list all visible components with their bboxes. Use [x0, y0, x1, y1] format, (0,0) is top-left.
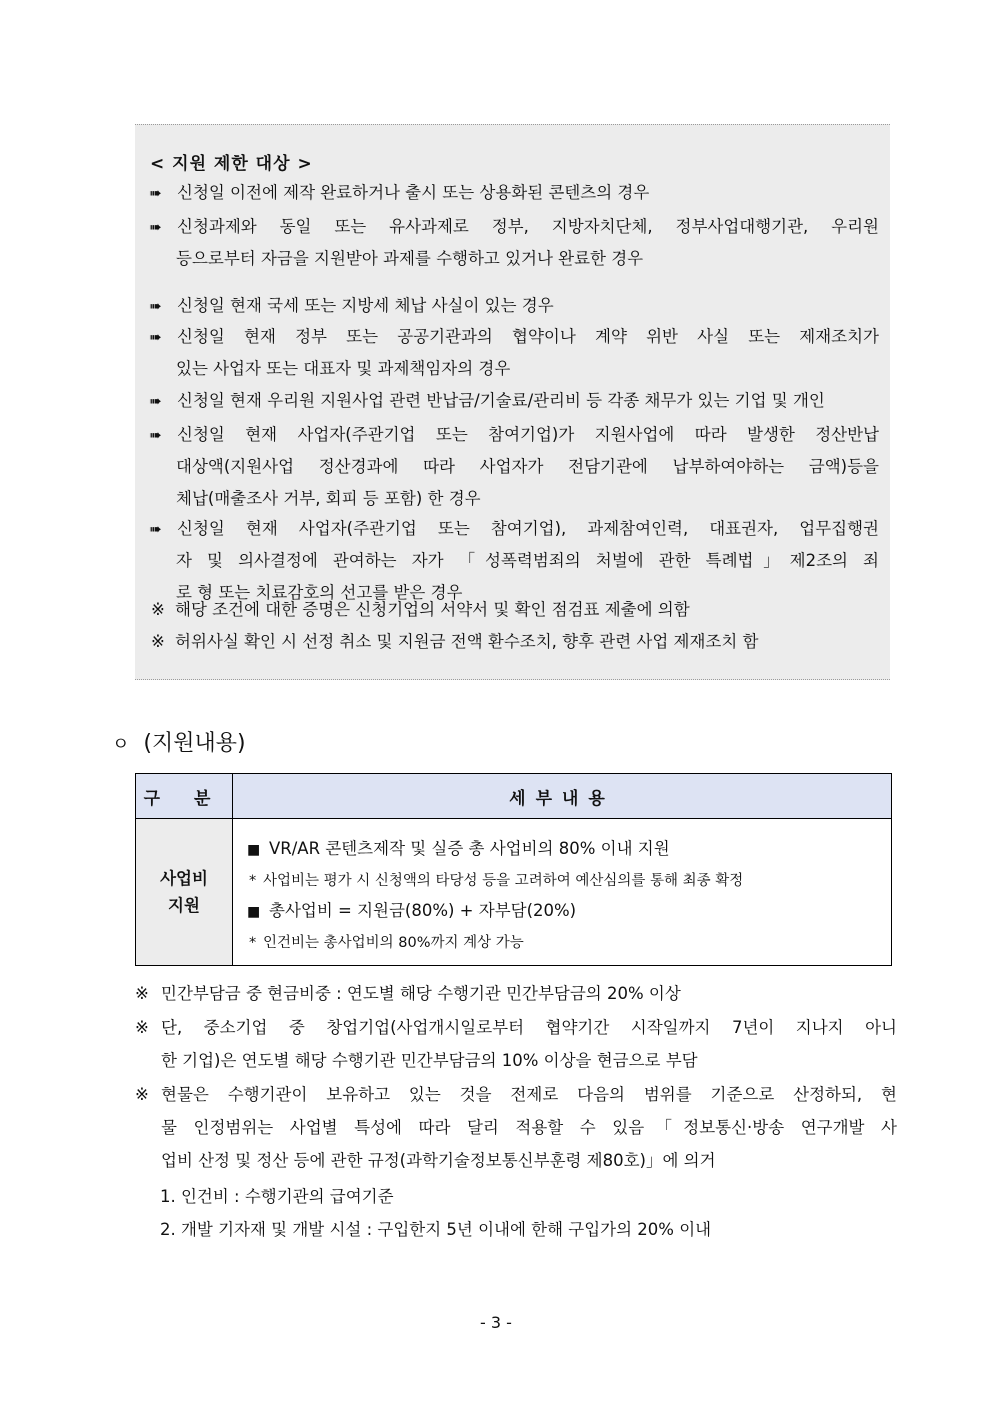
footnote-line: 업비 산정 및 정산 등에 관한 규정(과학기술정보통신부훈령 제80호)」에 의거 [161, 1151, 716, 1170]
numbered-item: 1. 인건비 : 수행기관의 급여기준 [160, 1187, 394, 1206]
restriction-line: 신청과제와 동일 또는 유사과제로 정부, 지방자치단체, 정부사업대행기관, 우리원 [177, 217, 879, 236]
note-text: 허위사실 확인 시 선정 취소 및 지원금 전액 환수조치, 향후 관련 사업 제재조치 함 [175, 632, 759, 651]
row-details [233, 819, 892, 966]
restriction-item [149, 419, 879, 515]
restriction-line: 있는 사업자 또는 대표자 및 과제책임자의 경우 [176, 359, 511, 378]
restriction-item [149, 211, 879, 275]
detail-text: VR/AR 콘텐츠제작 및 실증 총 사업비의 80% 이내 지원 [269, 839, 670, 858]
square-bullet-icon: ■ [247, 904, 261, 920]
asterisk-icon: * [249, 873, 257, 889]
detail-text: 총사업비 = 지원금(80%) + 자부담(20%) [269, 901, 577, 920]
restriction-item [149, 321, 879, 385]
numbered-item: 2. 개발 기자재 및 개발 시설 : 구입한지 5년 이내에 한해 구입가의 20% 이내 [160, 1220, 712, 1239]
section-heading [112, 726, 246, 757]
row-label-line: 사업비 [160, 869, 208, 888]
footnote-line: 민간부담금 중 현금비중 : 연도별 해당 수행기관 민간부담금의 20% 이상 [161, 984, 681, 1003]
arrow-bullet-icon: ➠ [149, 520, 160, 538]
reference-mark-icon: ※ [151, 632, 165, 651]
square-bullet-icon: ■ [247, 842, 261, 858]
arrow-bullet-icon: ➠ [149, 328, 160, 346]
reference-mark-icon: ※ [151, 600, 165, 619]
arrow-bullet-icon: ➠ [149, 218, 160, 236]
detail-subnote [249, 869, 743, 890]
restriction-line: 체납(매출조사 거부, 회피 등 포함) 한 경우 [176, 489, 481, 508]
restriction-line: 신청일 현재 우리원 지원사업 관련 반납금/기술료/관리비 등 각종 채무가 있는 기업 및 개인 [177, 391, 825, 410]
asterisk-icon: * [249, 935, 257, 951]
footnote-line: 현물은 수행기관이 보유하고 있는 것을 전제로 다음의 범위를 기준으로 산정하되, 현 [161, 1085, 897, 1104]
arrow-bullet-icon: ➠ [149, 392, 160, 410]
restriction-item [149, 385, 879, 417]
restriction-item [149, 290, 879, 322]
row-label [136, 819, 233, 966]
page-number: - 3 - [480, 1313, 512, 1332]
footnote-line: 단, 중소기업 중 창업기업(사업개시일로부터 협약기간 시작일까지 7년이 지나지 아니 [161, 1018, 897, 1037]
table-header-row [136, 774, 892, 819]
reference-mark-icon: ※ [135, 1018, 149, 1037]
restriction-box [135, 124, 890, 680]
footnote-item [135, 977, 897, 1010]
restriction-item [149, 177, 879, 209]
restriction-title: < 지원 제한 대상 > [150, 154, 313, 174]
detail-text: 사업비는 평가 시 신청액의 타당성 등을 고려하여 예산심의를 통해 최종 확정 [263, 873, 744, 889]
note-text: 해당 조건에 대한 증명은 신청기업의 서약서 및 확인 점검표 제출에 의함 [175, 600, 690, 619]
footnote-line: 한 기업)은 연도별 해당 수행기관 민간부담금의 10% 이상을 현금으로 부담 [161, 1051, 698, 1070]
footnote-item [135, 1078, 897, 1177]
arrow-bullet-icon: ➠ [149, 297, 160, 315]
restriction-line: 로 형 또는 치료감호의 선고를 받은 경우 [176, 583, 463, 602]
circle-bullet-icon: ㅇ [112, 734, 130, 755]
footnote-item [135, 1011, 897, 1077]
restriction-line: 신청일 현재 정부 또는 공공기관과의 협약이나 계약 위반 사실 또는 제재조치가 [177, 327, 879, 346]
table-row [136, 819, 892, 966]
restriction-line: 자 및 의사결정에 관여하는 자가 「성폭력범죄의 처벌에 관한 특례법」제2조의 죄 [176, 551, 879, 570]
restriction-line: 신청일 현재 국세 또는 지방세 체납 사실이 있는 경우 [177, 296, 554, 315]
restriction-line: 대상액(지원사업 정산경과에 따라 사업자가 전담기관에 납부하여야하는 금액)등을 [176, 457, 879, 476]
restriction-line: 등으로부터 자금을 지원받아 과제를 수행하고 있거나 완료한 경우 [176, 249, 644, 268]
arrow-bullet-icon: ➠ [149, 184, 160, 202]
detail-bullet [247, 897, 576, 921]
section-title: (지원내용) [143, 731, 246, 756]
support-table [135, 773, 892, 966]
detail-bullet [247, 835, 670, 859]
restriction-note [151, 626, 758, 658]
header-category: 구 분 [136, 774, 233, 819]
header-details: 세부내용 [233, 774, 892, 819]
restriction-line: 신청일 현재 사업자(주관기업 또는 참여기업)가 지원사업에 따라 발생한 정산반납 [177, 425, 879, 444]
reference-mark-icon: ※ [135, 984, 149, 1003]
restriction-line: 신청일 이전에 제작 완료하거나 출시 또는 상용화된 콘텐츠의 경우 [177, 183, 650, 202]
detail-text: 인건비는 총사업비의 80%까지 계상 가능 [263, 935, 524, 951]
reference-mark-icon: ※ [135, 1085, 149, 1104]
footnote-line: 물 인정범위는 사업별 특성에 따라 달리 적용할 수 있음「정보통신·방송 연구개발 사 [161, 1118, 897, 1137]
row-label-line: 지원 [168, 896, 200, 915]
restriction-note [151, 594, 690, 626]
restriction-line: 신청일 현재 사업자(주관기업 또는 참여기업), 과제참여인력, 대표권자, 업무집행권 [177, 519, 879, 538]
arrow-bullet-icon: ➠ [149, 426, 160, 444]
detail-subnote [249, 931, 524, 952]
